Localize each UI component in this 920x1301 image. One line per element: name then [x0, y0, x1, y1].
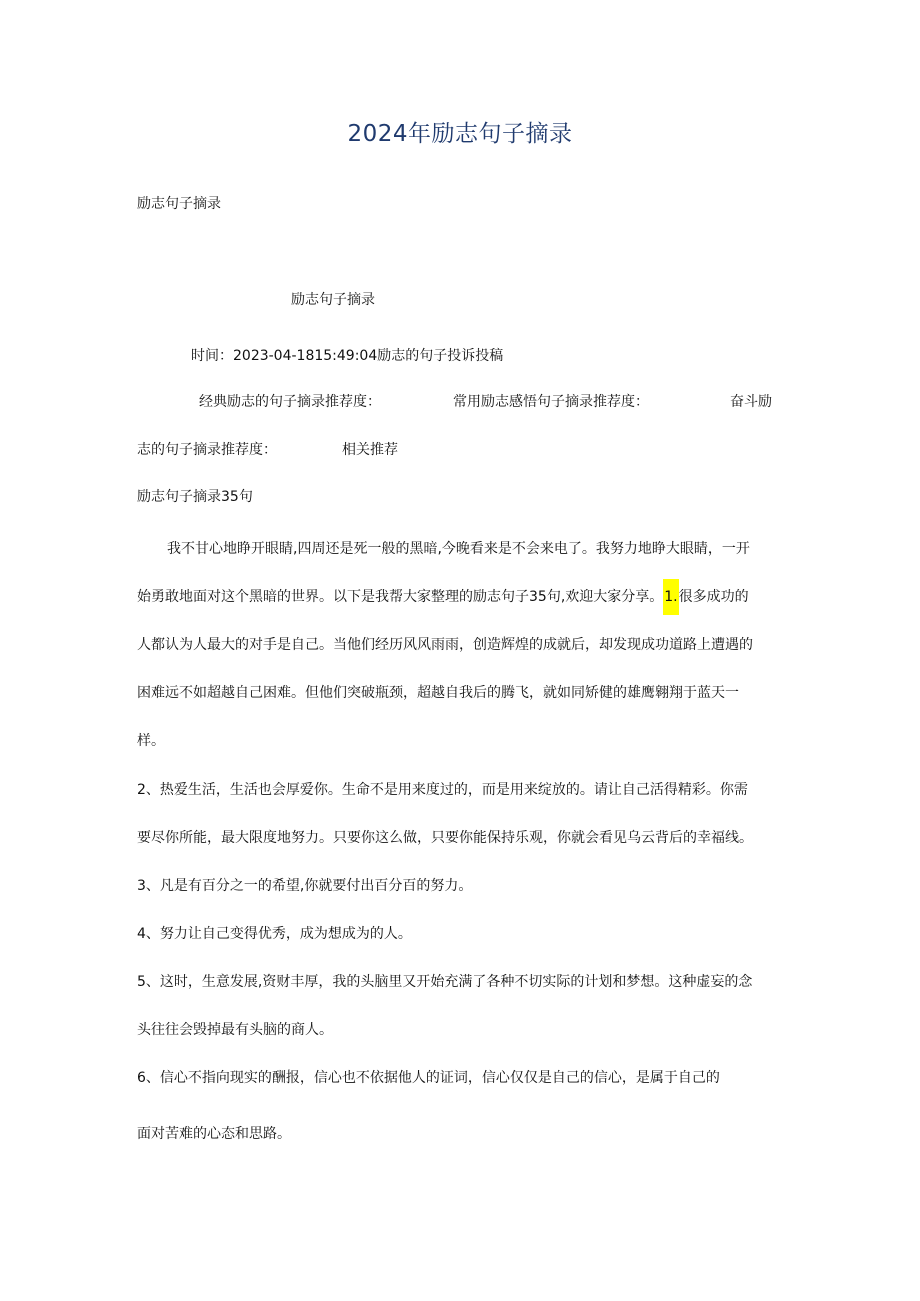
intro-row-4: 困难远不如超越自己困难。但他们突破瓶颈，超越自我后的腾飞，就如同矫健的雄鹰翱翔于蓝天一 — [137, 685, 739, 701]
quote-6-continued — [137, 1110, 787, 1158]
recommend-item-4: 志的句子摘录推荐度： — [137, 442, 277, 458]
recommend-item-5: 相关推荐 — [342, 442, 398, 458]
recommend-item-1: 经典励志的句子摘录推荐度： — [199, 394, 381, 410]
meta-line: 时间：2023-04-1815:49:04励志的句子投诉投稿 — [191, 348, 504, 364]
recommend-item-3: 奋斗励 — [730, 394, 772, 410]
quote-6 — [137, 1054, 787, 1102]
intro-row-2-text: 始勇敢地面对这个黑暗的世界。以下是我帮大家整理的励志句子35句,欢迎大家分享。 — [137, 589, 664, 605]
quote-4 — [137, 910, 787, 958]
count-heading: 励志句子摘录35句 — [137, 489, 253, 505]
quote-5 — [137, 958, 787, 1054]
highlighted-number: 1. — [663, 579, 678, 615]
intro-row-3: 人都认为人最大的对手是自己。当他们经历风风雨雨，创造辉煌的成就后，却发现成功道路上遭遇的 — [137, 637, 753, 653]
quote-2 — [137, 766, 787, 862]
intro-row-2 — [137, 573, 787, 621]
quote-6-row-1: 6、信心不指向现实的酬报，信心也不依据他人的证词，信心仅仅是自己的信心，是属于自己的 — [137, 1070, 720, 1086]
quote-5-row-1: 5、这时，生意发展,资财丰厚，我的头脑里又开始充满了各种不切实际的计划和梦想。这种虚妄的念 — [137, 974, 753, 990]
subheading: 励志句子摘录 — [137, 196, 221, 212]
quote-5-row-2: 头往往会毁掉最有头脑的商人。 — [137, 1022, 333, 1038]
intro-row-2-tail: 很多成功的 — [678, 589, 749, 605]
intro-row-1: 我不甘心地睁开眼睛,四周还是死一般的黑暗,今晚看来是不会来电了。我努力地睁大眼睛，一开 — [167, 541, 750, 557]
quote-3-row-1: 3、凡是有百分之一的希望,你就要付出百分百的努力。 — [137, 878, 473, 894]
document-title: 2024年励志句子摘录 — [347, 121, 573, 147]
quote-3 — [137, 862, 787, 910]
quote-4-row-1: 4、努力让自己变得优秀，成为想成为的人。 — [137, 926, 412, 942]
intro-row-5: 样。 — [137, 733, 165, 749]
quote-2-row-1: 2、热爱生活，生活也会厚爱你。生命不是用来度过的，而是用来绽放的。请让自己活得精彩。你需 — [137, 782, 748, 798]
intro-paragraph — [137, 525, 787, 765]
quote-6-row-2: 面对苦难的心态和思路。 — [137, 1126, 291, 1142]
center-heading: 励志句子摘录 — [291, 292, 375, 308]
recommend-item-2: 常用励志感悟句子摘录推荐度： — [453, 394, 649, 410]
quote-2-row-2: 要尽你所能，最大限度地努力。只要你这么做，只要你能保持乐观，你就会看见乌云背后的幸福线。 — [137, 830, 753, 846]
